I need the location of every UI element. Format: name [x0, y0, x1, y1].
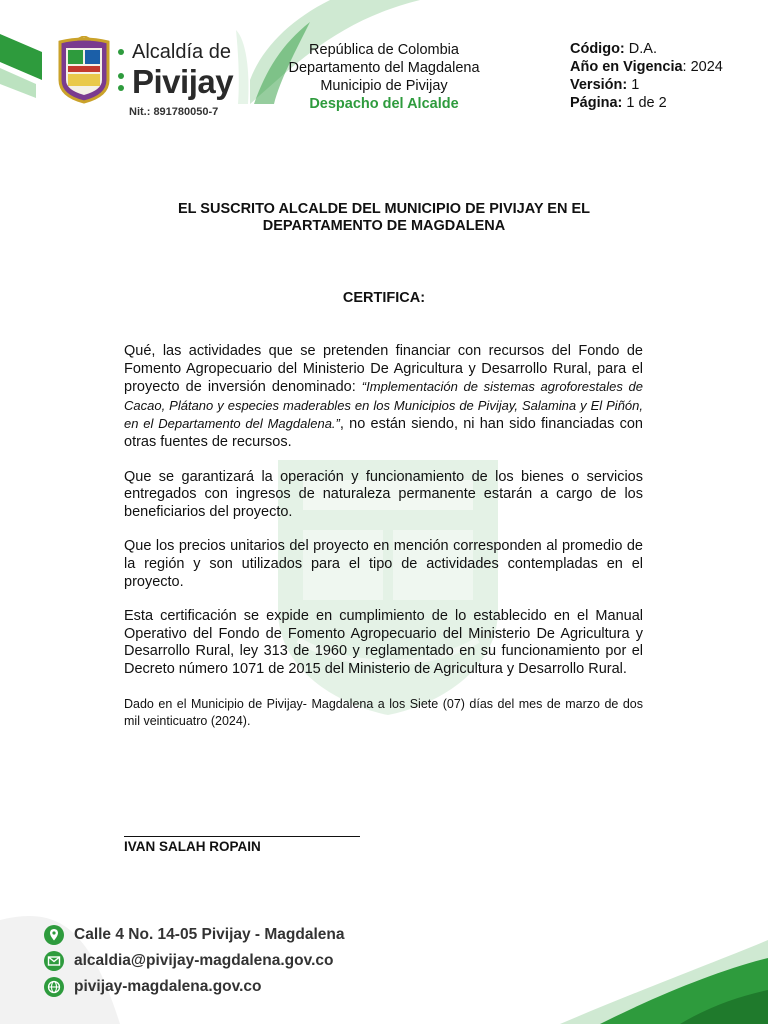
version-label: Versión: [570, 77, 628, 93]
brand-large-text: Pivijay [132, 63, 234, 100]
signature-line [124, 836, 360, 837]
title-line-2: DEPARTAMENTO DE MAGDALENA [262, 218, 506, 234]
municipal-crest-logo [56, 36, 112, 104]
document-title [130, 201, 638, 235]
document-metadata [570, 40, 723, 112]
anio-value: : 2024 [682, 59, 723, 75]
brand-colon-icon [118, 73, 124, 91]
paragraph-4: Esta certificación se expide en cumplimiento de lo establecido en el Manual Operativo del Fondo de Fomento Agropecuario del Ministerio De Agricultura y Desarrollo Rural, ley 313 de 1960 y reglamentado en su funcionamiento por el Decreto número 1071 de 2015 del Ministerio de Agricultura y Desarrollo Rural. [124, 608, 643, 677]
header-country: República de Colombia [309, 42, 459, 58]
globe-icon [44, 977, 64, 997]
nit-number: Nit.: 891780050-7 [129, 106, 219, 118]
header-institution [270, 41, 498, 113]
brand-small-text: Alcaldía de [132, 41, 231, 63]
date-place-statement: Dado en el Municipio de Pivijay- Magdalena a los Siete (07) días del mes de marzo de dos mil veinticuatro (2024). [124, 696, 643, 728]
header-department: Departamento del Magdalena [288, 60, 480, 76]
anio-label: Año en Vigencia [570, 59, 683, 75]
pagina-label: Página: [570, 95, 623, 111]
pagina-value: 1 de 2 [622, 95, 667, 111]
footer-email-row [44, 948, 345, 974]
header-municipality: Municipio de Pivijay [320, 78, 448, 94]
paragraph-1 [124, 343, 643, 452]
paragraph-1-end: , no están siendo, ni han sido financiadas con otras fuentes de recursos. [124, 416, 643, 450]
location-pin-icon [44, 925, 64, 945]
footer-address: Calle 4 No. 14-05 Pivijay - Magdalena [74, 926, 345, 943]
codigo-label: Código: [570, 41, 625, 57]
paragraph-3: Que los precios unitarios del proyecto en mención corresponden al promedio de la región y son utilizados para el tipo de actividades contempladas en el proyecto. [124, 538, 643, 590]
project-name: “Implementación de sistemas agroforestales de Cacao, Plátano y especies maderables en los Municipios de Pivijay, Salamina y El Piñón, en el Departamento del Magdalena.” [124, 379, 643, 432]
footer-contact [44, 922, 345, 1000]
email-icon [44, 951, 64, 971]
footer-email[interactable]: alcaldia@pivijay-magdalena.gov.co [74, 952, 334, 969]
brand-dot-icon [118, 49, 124, 55]
municipality-brand [118, 40, 233, 100]
footer-website[interactable]: pivijay-magdalena.gov.co [74, 978, 262, 995]
paragraph-1-start: Qué, las actividades que se pretenden financiar con recursos del Fondo de Fomento Agropecuario del Ministerio De Agricultura y Desarrollo Rural, para el proyecto de inversión denominado: [124, 343, 643, 396]
signatory-name: IVAN SALAH ROPAIN [124, 839, 261, 854]
title-line-1: EL SUSCRITO ALCALDE DEL MUNICIPIO DE PIVIJAY EN EL [178, 201, 590, 217]
codigo-value: D.A. [624, 41, 657, 57]
certificate-body [124, 343, 643, 747]
certifica-heading: CERTIFICA: [342, 290, 426, 306]
footer-website-row [44, 974, 345, 1000]
footer-address-row [44, 922, 345, 948]
header-office: Despacho del Alcalde [309, 96, 459, 112]
paragraph-2: Que se garantizará la operación y funcionamiento de los bienes o servicios entregados con ingresos de naturaleza permanente estarán a cargo de los beneficiarios del proyecto. [124, 468, 643, 520]
version-value: 1 [627, 77, 640, 93]
